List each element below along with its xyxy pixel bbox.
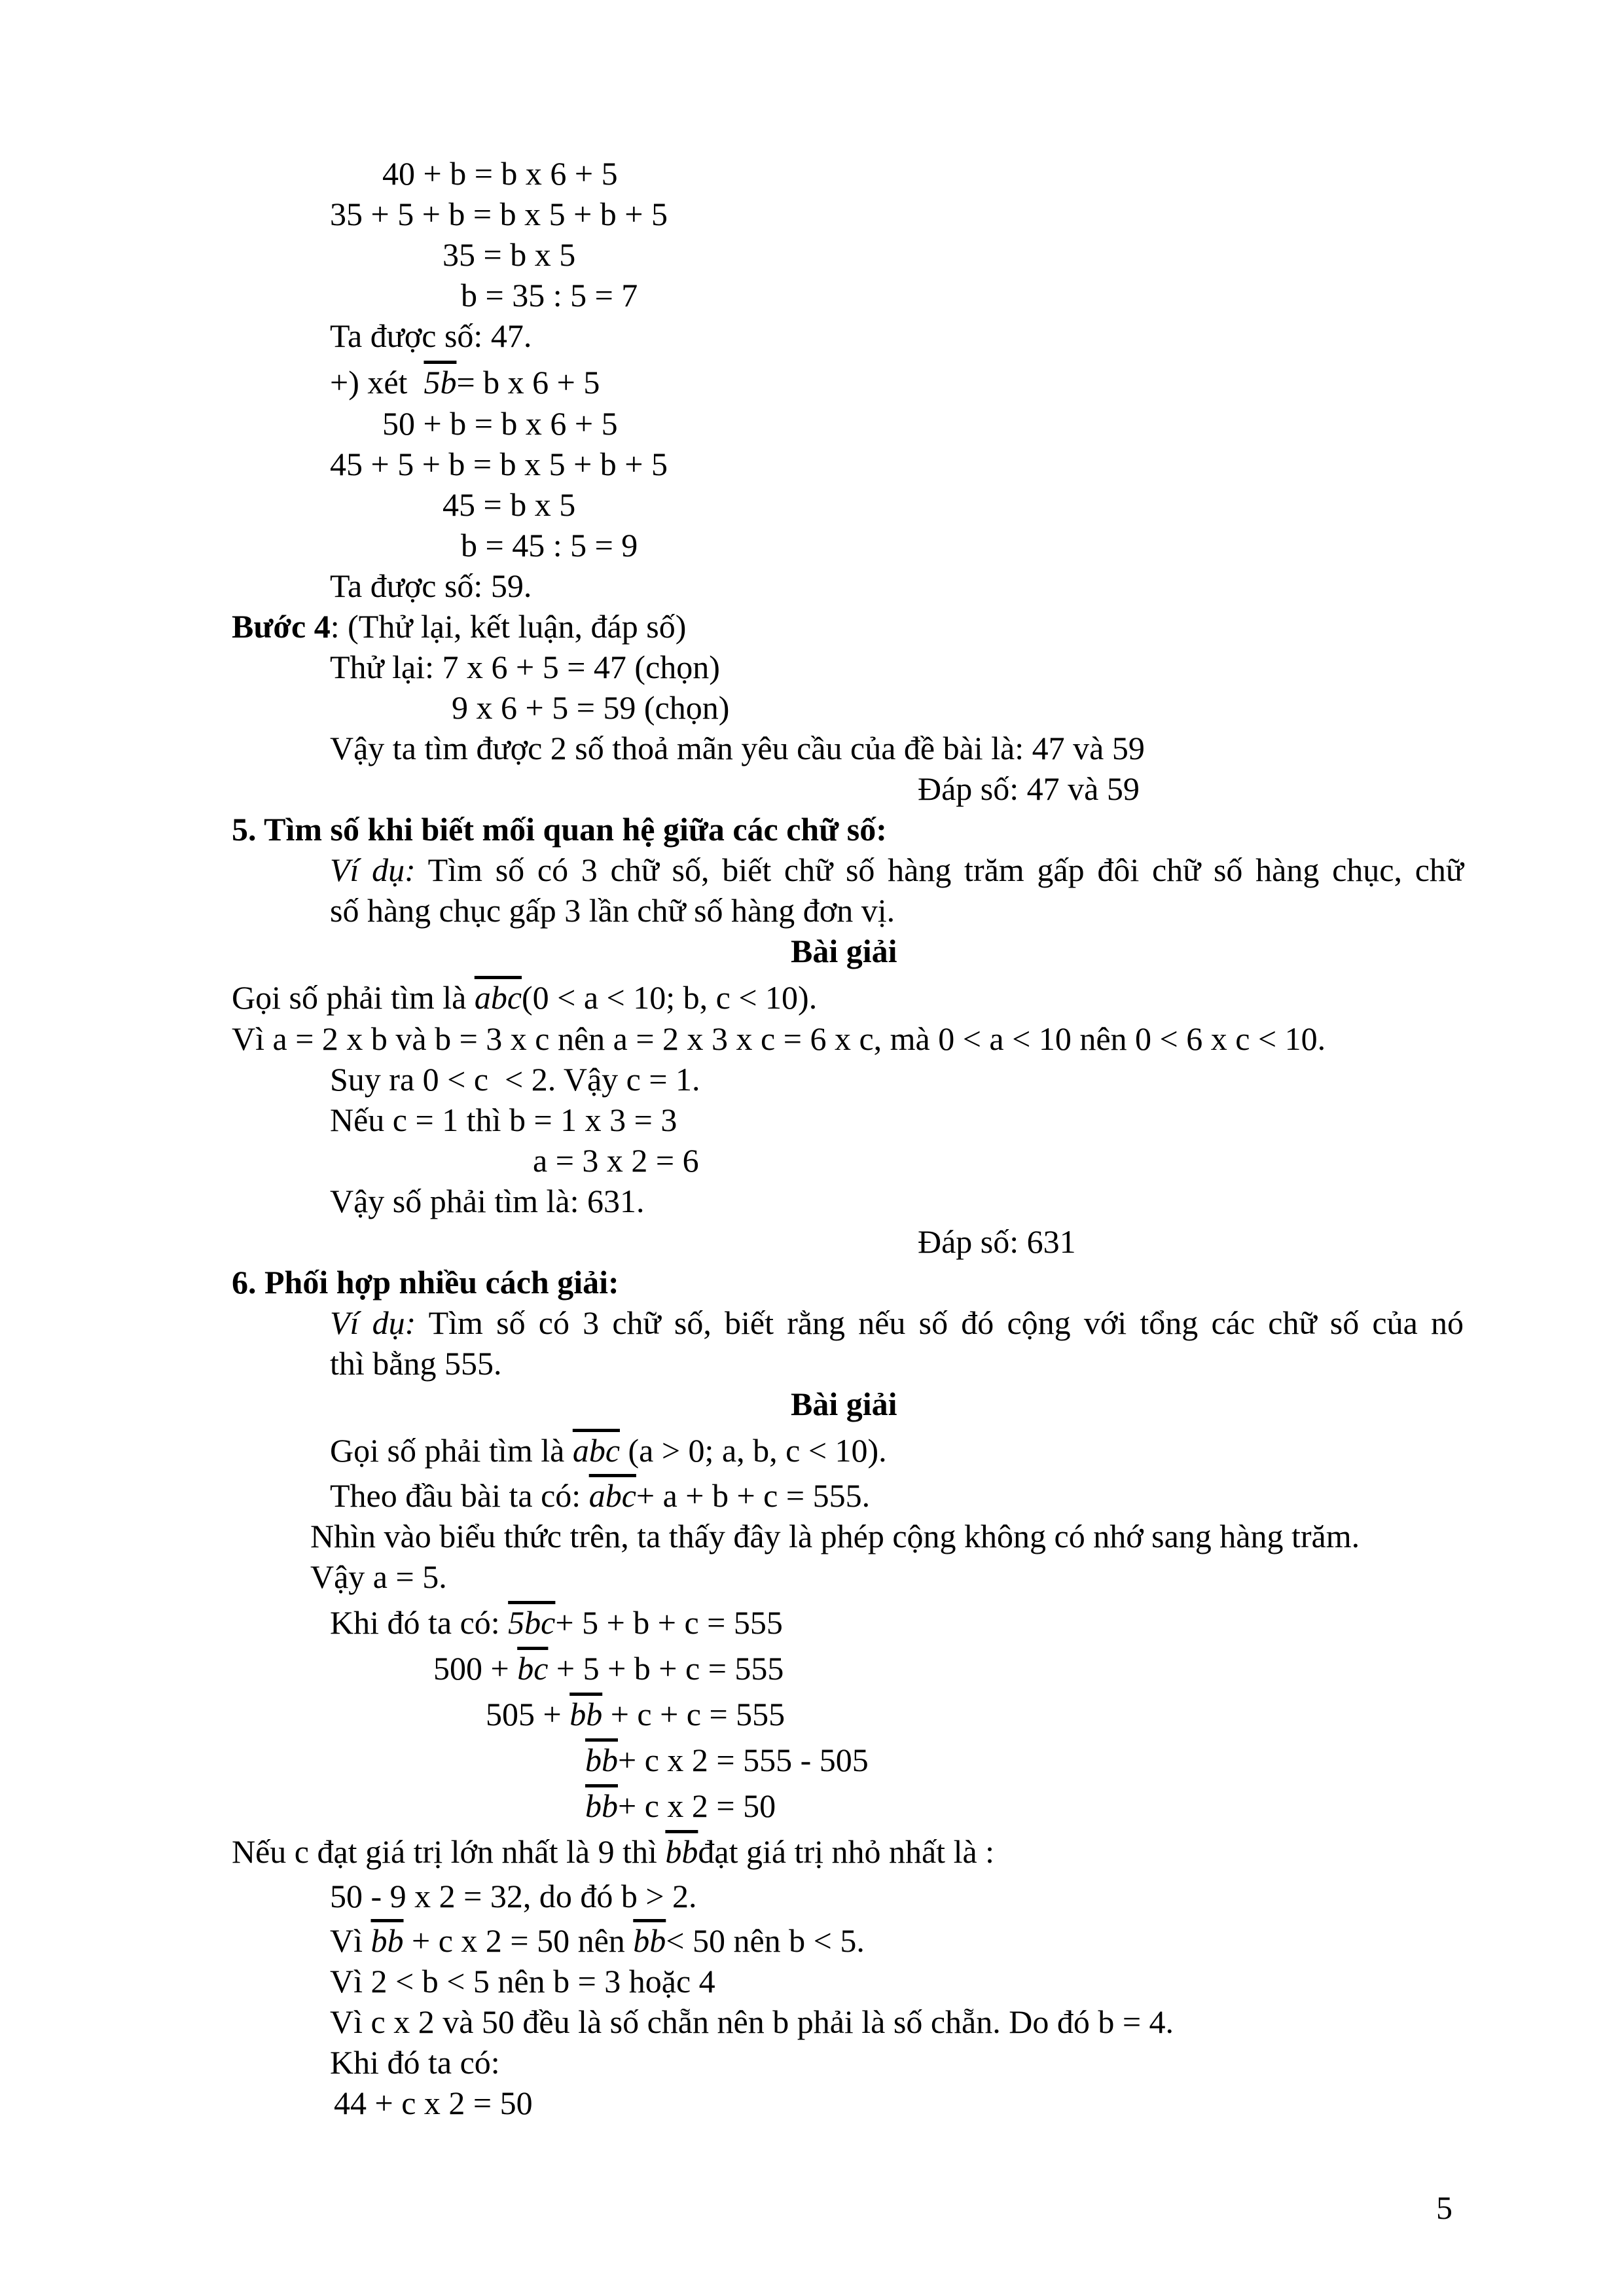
text-line: Vậy ta tìm được 2 số thoả mãn yêu cầu của đề bài là: 47 và 59 <box>330 730 1145 766</box>
equation-line: 45 + 5 + b = b x 5 + b + 5 <box>330 446 668 482</box>
text-run: (0 < a < 10; b, c < 10). <box>522 979 818 1016</box>
overlined-number: $\overline{bb}$ <box>585 1742 618 1778</box>
text-run: Gọi số phải tìm là <box>330 1432 573 1469</box>
step-heading <box>232 606 686 647</box>
text-line: Nếu c = 1 thì b = 1 x 3 = 3 <box>330 1102 677 1138</box>
text-line <box>232 977 817 1018</box>
overlined-number: 5b <box>424 364 457 401</box>
equation-line: 50 + b = b x 6 + 5 <box>382 405 618 442</box>
equation-line <box>585 1785 776 1826</box>
overlined-number: $\overline{abc}$ <box>572 1432 621 1469</box>
text-line: Khi đó ta có: <box>330 2044 500 2081</box>
equation-line: 35 + 5 + b = b x 5 + b + 5 <box>330 196 668 232</box>
text-line <box>330 1475 870 1516</box>
text-run: đạt giá trị nhỏ nhất là : <box>698 1833 995 1870</box>
equation-line <box>330 362 600 403</box>
equation-line: 45 = b x 5 <box>442 486 576 523</box>
text-run: Vì <box>330 1922 371 1959</box>
overlined-number: $\overline{abc}$ <box>474 979 522 1016</box>
text-run: + c + c = 555 <box>602 1696 785 1732</box>
text-run: Gọi số phải tìm là <box>232 979 475 1016</box>
text-run: + 5 + b + c = 555 <box>548 1650 784 1687</box>
answer-line: Đáp số: 47 và 59 <box>918 770 1140 807</box>
text-run: + c x 2 = 50 nên <box>403 1922 634 1959</box>
text-line <box>232 1831 994 1872</box>
overlined-number: 5bc <box>508 1604 556 1641</box>
text-line: Vậy a = 5. <box>310 1558 447 1595</box>
text-line: Vì a = 2 x b và b = 3 x c nên a = 2 x 3 x c = 6 x c, mà 0 < a < 10 nên 0 < 6 x c < 10. <box>232 1020 1326 1057</box>
overlined-number: $\overline{bb}$ <box>633 1922 666 1959</box>
overlined-number: $\overline{bb}$ <box>569 1696 603 1732</box>
text-run: < 50 nên b < 5. <box>666 1922 865 1959</box>
equation-line: b = 45 : 5 = 9 <box>461 527 638 564</box>
text-run: = b x 6 + 5 <box>456 364 600 401</box>
text-line: Ta được số: 59. <box>330 567 532 604</box>
text-line: Vì c x 2 và 50 đều là số chẵn nên b phải là số chẵn. Do đó b = 4. <box>330 2003 1174 2040</box>
text-run: Theo đầu bài ta có: <box>330 1477 589 1514</box>
text-line: thì bằng 555. <box>330 1345 502 1382</box>
section-heading: 5. Tìm số khi biết mối quan hệ giữa các chữ số: <box>232 811 887 848</box>
overlined-number: $\overline{bb}$ <box>665 1833 698 1870</box>
text-line <box>330 1430 887 1471</box>
section-heading: 6. Phối hợp nhiều cách giải: <box>232 1264 619 1300</box>
equation-line <box>486 1694 785 1734</box>
equation-line <box>433 1648 784 1689</box>
text-run: + a + b + c = 555. <box>636 1477 871 1514</box>
example-label: Ví dụ: <box>330 852 416 888</box>
text-line: Vì 2 < b < 5 nên b = 3 hoặc 4 <box>330 1963 715 2000</box>
text-run: + 5 + b + c = 555 <box>555 1604 783 1641</box>
overlined-number: $\overline{bb}$ <box>370 1922 404 1959</box>
text-run: Tìm số có 3 chữ số, biết rằng nếu số đó cộng với tổng các chữ số của nó <box>416 1304 1464 1341</box>
text-line: số hàng chục gấp 3 lần chữ số hàng đơn vị. <box>330 892 895 929</box>
text-run: +) xét <box>330 364 416 401</box>
text-run: + c x 2 = 555 - 505 <box>618 1742 869 1778</box>
solution-heading: Bài giải <box>791 933 897 969</box>
example-line <box>330 850 1464 890</box>
example-label: Ví dụ: <box>330 1304 416 1341</box>
overlined-number: $\overline{bb}$ <box>585 1787 618 1824</box>
answer-line: Đáp số: 631 <box>918 1223 1076 1260</box>
text-run: Tìm số có 3 chữ số, biết chữ số hàng trăm gấp đôi chữ số hàng chục, chữ <box>415 852 1464 888</box>
equation-line <box>330 1602 783 1643</box>
text-run: Khi đó ta có: <box>330 1604 509 1641</box>
equation-line: 44 + c x 2 = 50 <box>334 2085 533 2121</box>
text-line: Thử lại: 7 x 6 + 5 = 47 (chọn) <box>330 649 720 685</box>
equation-line <box>585 1740 869 1780</box>
text-line: Vậy số phải tìm là: 631. <box>330 1183 645 1219</box>
text-run: + c x 2 = 50 <box>618 1787 776 1824</box>
solution-heading: Bài giải <box>791 1386 897 1422</box>
text-run: : (Thử lại, kết luận, đáp số) <box>330 608 687 645</box>
equation-line: 40 + b = b x 6 + 5 <box>382 155 618 192</box>
equation-line: 35 = b x 5 <box>442 236 576 273</box>
text-run: 505 + <box>486 1696 570 1732</box>
text-line: 9 x 6 + 5 = 59 (chọn) <box>452 689 730 726</box>
text-run: 500 + <box>433 1650 518 1687</box>
text-line: Ta được số: 47. <box>330 317 532 354</box>
text-run: Nếu c đạt giá trị lớn nhất là 9 thì <box>232 1833 666 1870</box>
text-line: 50 - 9 x 2 = 32, do đó b > 2. <box>330 1878 697 1914</box>
page-number: 5 <box>1436 2189 1453 2226</box>
equation-line: b = 35 : 5 = 7 <box>461 277 638 314</box>
overlined-number: $\overline{abc}$ <box>588 1477 636 1514</box>
equation-line: a = 3 x 2 = 6 <box>533 1142 699 1179</box>
text-line: Suy ra 0 < c < 2. Vậy c = 1. <box>330 1061 700 1098</box>
text-line <box>330 1920 865 1961</box>
example-line <box>330 1302 1464 1343</box>
step-label: Bước 4 <box>232 608 331 645</box>
overlined-number: $\overline{bc}$ <box>517 1650 549 1687</box>
text-run: (a > 0; a, b, c < 10). <box>620 1432 887 1469</box>
text-line: Nhìn vào biểu thức trên, ta thấy đây là phép cộng không có nhớ sang hàng trăm. <box>310 1518 1360 1554</box>
